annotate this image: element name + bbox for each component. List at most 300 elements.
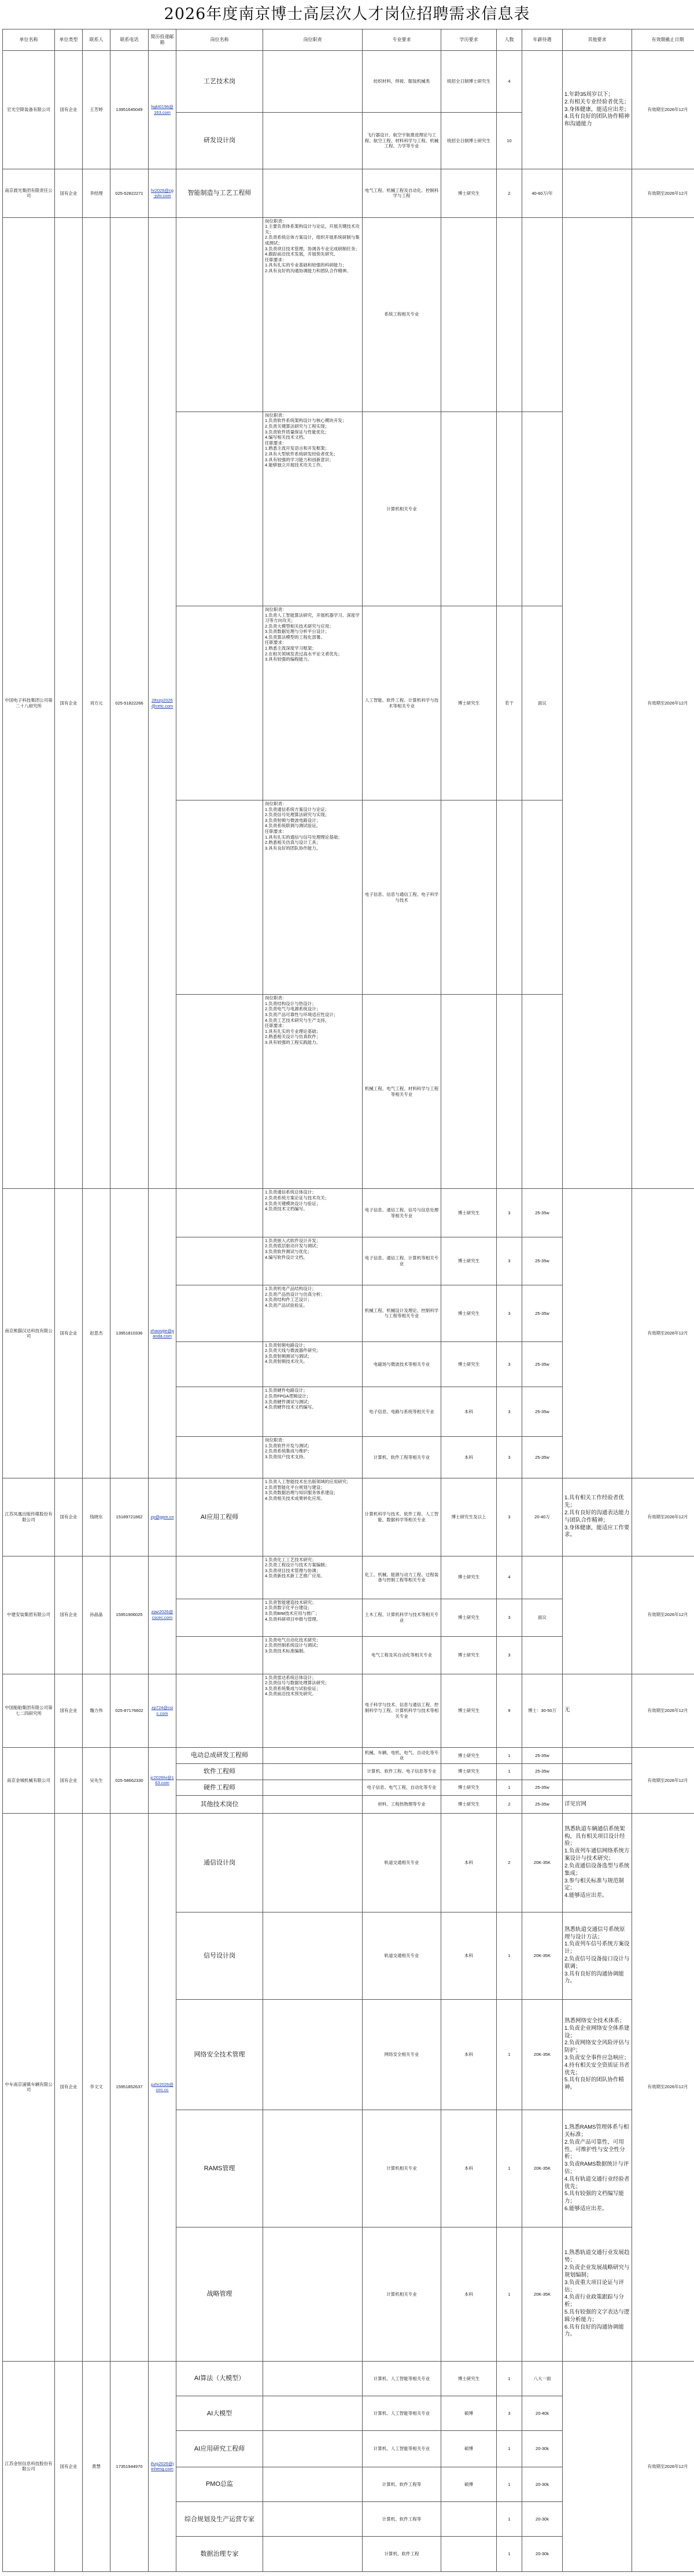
job-title-cell: AI应用工程师	[176, 1478, 263, 1556]
header-other: 其他要求	[563, 29, 632, 51]
header-validity: 有效期截止日期	[632, 29, 694, 51]
job-major-cell: 电子信息、信息与通信工程、电子科学与技术	[363, 800, 441, 995]
company-type-cell: 国有企业	[55, 2361, 83, 2571]
header-job-title: 岗位名称	[176, 29, 263, 51]
job-degree-cell: 本科	[441, 1813, 497, 1912]
job-duty-cell	[263, 2467, 363, 2501]
job-degree-cell: 统招全日制博士研究生	[441, 112, 497, 169]
company-type-cell: 国有企业	[55, 1478, 83, 1556]
table-row	[3, 1556, 694, 1599]
job-salary-cell: 20-40万	[522, 1478, 563, 1556]
job-title-cell: 综合规划及生产运营专家	[176, 2502, 263, 2537]
job-count-cell: 1	[497, 1763, 522, 1780]
job-salary-cell: 25-35w	[522, 1341, 563, 1387]
job-major-cell: 机械工程、电气工程、材料科学与工程等相关专业	[363, 995, 441, 1189]
email-cell[interactable]: zp@ppm.cn	[149, 1478, 176, 1556]
contact-cell: 钱晓东	[83, 1478, 110, 1556]
job-count-cell: 1	[497, 2227, 522, 2361]
job-title-cell	[176, 1556, 263, 1599]
job-duty-cell: 岗位职责： 1.主要负责体系架构设计与论证，开展关键技术攻关； 2.负责系统总体方案设计，组织开展系统研制与集成测试； 3.负责项目技术管理，协调各专业完成研制任务； 4.跟踪前沿技术发展，开展预先研究。 任职要求： 1.具有扎实的专业基础和较强的科研能力； 2.具有良好的沟通协调能力和团队合作精神。	[263, 217, 363, 412]
job-count-cell: 3	[497, 1341, 522, 1387]
job-major-cell: 计算机、软件工程等相关专业	[363, 1437, 441, 1478]
job-degree-cell: 博士研究生及以上	[441, 1478, 497, 1556]
email-cell[interactable]: jc2026hr@163.com	[149, 1748, 176, 1814]
job-title-cell: PMO总监	[176, 2467, 263, 2501]
job-degree-cell: 博士研究生	[441, 1599, 497, 1636]
job-salary-cell: 25-35w	[522, 1748, 563, 1764]
job-degree-cell: 博士研究生	[441, 1796, 497, 1813]
job-count-cell: 3	[497, 1387, 522, 1437]
job-title-cell	[176, 995, 263, 1189]
job-count-cell: 3	[497, 1189, 522, 1237]
phone-cell: 15951852637	[110, 1813, 149, 2361]
job-duty-cell: 岗位职责： 1.负责人工智能算法研究，开展机器学习、深度学习等方向攻关； 2.负责大模型相关技术研究与应用； 3.负责数据处理与分析平台设计； 4.负责算法模型的工程化部署。 任职要求： 1.熟悉主流深度学习框架； 2.在相关领域发表过高水平论文者优先； 3.具有较强的编程能力。	[263, 606, 363, 800]
job-count-cell: 3	[497, 1437, 522, 1478]
job-degree-cell: 本科	[441, 1437, 497, 1478]
company-type-cell: 国有企业	[55, 1748, 83, 1814]
job-major-cell: 计算机、人工智能等相关专业	[363, 2361, 441, 2396]
recruitment-table	[2, 29, 694, 2572]
validity-cell: 有效期至2026年12月	[632, 217, 694, 1189]
job-salary-cell: 25-35w	[522, 1189, 563, 1237]
job-salary-cell: 25-35w	[522, 1387, 563, 1437]
header-salary: 年薪待遇	[522, 29, 563, 51]
phone-cell: 15189721862	[110, 1478, 149, 1556]
job-salary-cell: 25-35w	[522, 1437, 563, 1478]
job-degree-cell: 本科	[441, 2227, 497, 2361]
job-other-cell	[563, 1189, 632, 1478]
job-title-cell	[176, 1285, 263, 1341]
job-major-cell: 电气工程及其自动化等相关专业	[363, 1636, 441, 1674]
table-row	[3, 1748, 694, 1764]
job-other-cell: 无	[563, 1674, 632, 1748]
job-degree-cell: 博士研究生	[441, 1189, 497, 1237]
table-row	[3, 169, 694, 217]
contact-cell: 刘方元	[83, 217, 110, 1189]
company-name-cell: 江苏凤凰出版传媒股份有限公司	[3, 1478, 55, 1556]
job-title-cell	[176, 1437, 263, 1478]
company-type-cell: 国有企业	[55, 51, 83, 169]
company-name-cell: 南京晨光集团有限责任公司	[3, 169, 55, 217]
validity-cell: 有效期至2026年12月	[632, 51, 694, 169]
job-count-cell	[497, 800, 522, 995]
validity-cell: 有效期至2026年12月	[632, 1189, 694, 1478]
job-duty-cell: 岗位职责： 1.负责结构设计与热设计； 2.负责电气与电源系统设计； 3.负责产品可靠性与环境适应性设计； 4.负责工艺技术研究与生产支持。 任职要求： 1.具有扎实的专业理论基础； 2.熟悉相关设计与仿真软件； 3.具有较强的工程实践能力。	[263, 995, 363, 1189]
job-duty-cell: 1.负责人工智能技术在出版领域的应用研究； 2.负责智能化平台规划与建设； 3.负责数据治理与知识服务体系建设； 4.负责相关技术成果转化应用。	[263, 1478, 363, 1556]
job-title-cell: 其他技术岗位	[176, 1796, 263, 1813]
job-count-cell: 3	[497, 2396, 522, 2431]
job-salary-cell: 20K-35K	[522, 1999, 563, 2110]
company-type-cell: 国有企业	[55, 169, 83, 217]
job-degree-cell	[441, 995, 497, 1189]
job-major-cell: 计算机相关专业	[363, 412, 441, 606]
contact-cell: 孙晶晶	[83, 1556, 110, 1674]
job-title-cell	[176, 1237, 263, 1285]
company-type-cell: 国有企业	[55, 1189, 83, 1478]
job-major-cell: 计算机、软件工程等	[363, 2502, 441, 2537]
job-title-cell: 通信设计岗	[176, 1813, 263, 1912]
contact-cell: 赵思杰	[83, 1189, 110, 1478]
job-degree-cell: 本科	[441, 1912, 497, 2000]
job-degree-cell: 本科	[441, 2110, 497, 2227]
job-other-cell: 1.熟悉轨道交通行业发展趋势； 2.负责企业发展战略研究与规划编制； 3.负责重大项目论证与评估； 4.负责行业政策跟踪与分析； 5.具有较强的文字表达与逻辑分析能力； 6.具有良好的沟通协调能力。	[563, 2227, 632, 2361]
phone-cell: 025-51822266	[110, 217, 149, 1189]
job-degree-cell: 博士研究生	[441, 1341, 497, 1387]
phone-cell: 13951810336	[110, 1189, 149, 1478]
job-duty-cell: 1.负责通信系统总体设计； 2.负责系统方案论证与技术攻关； 3.负责关键模块设计与验证； 4.负责技术文档编写。	[263, 1189, 363, 1237]
header-contact: 联系人	[83, 29, 110, 51]
job-title-cell: AI应用研究工程师	[176, 2431, 263, 2467]
company-name-cell: 宏光空降装备有限公司	[3, 51, 55, 169]
phone-cell: 17351944970	[110, 2361, 149, 2571]
job-degree-cell: 博士研究生	[441, 606, 497, 800]
job-other-cell	[563, 217, 632, 1189]
table-row	[3, 51, 694, 113]
job-duty-cell	[263, 1780, 363, 1796]
job-title-cell: 工艺技术岗	[176, 51, 263, 113]
job-title-cell	[176, 1189, 263, 1237]
job-duty-cell: 1.负责射频电路设计； 2.负责天线与微波器件研究； 3.负责射频测试与调试； 4.负责射频技术攻关。	[263, 1341, 363, 1387]
job-duty-cell	[263, 2396, 363, 2431]
job-title-cell: 研发设计岗	[176, 112, 263, 169]
job-title-cell: 硬件工程师	[176, 1780, 263, 1796]
job-major-cell: 土木工程、计算机科学与技术等相关专业	[363, 1599, 441, 1636]
job-major-cell: 网络安全相关专业	[363, 1999, 441, 2110]
job-count-cell: 2	[497, 1796, 522, 1813]
phone-cell: 15951906025	[110, 1556, 149, 1674]
job-duty-cell: 岗位职责： 1.负责软件系统架构设计与核心模块开发； 2.负责关键算法研究与工程实现； 3.负责软件质量保证与性能优化； 4.编写相关技术文档。 任职要求： 1.熟悉主流开发语言和开发框架； 2.具有大型软件系统研发经验者优先； 3.具有较强的学习能力和创新意识； 4.能够独立开展技术攻关工作。	[263, 412, 363, 606]
job-duty-cell	[263, 2431, 363, 2467]
header-company: 单位名称	[3, 29, 55, 51]
job-duty-cell: 1.负责嵌入式软件设计开发； 2.负责底层驱动开发与调试； 3.负责软件测试与优化； 4.编写软件设计文档。	[263, 1237, 363, 1285]
job-salary-cell: 博士：30-50万	[522, 1674, 563, 1748]
contact-cell: 李经理	[83, 169, 110, 217]
company-name-cell: 中国船舶集团有限公司第七二四研究所	[3, 1674, 55, 1748]
job-degree-cell: 统招全日制博士研究生	[441, 51, 497, 113]
job-major-cell: 计算机、人工智能等相关专业	[363, 2396, 441, 2431]
contact-cell: 王芳婷	[83, 51, 110, 169]
job-salary-cell: 25-35w	[522, 1780, 563, 1796]
job-duty-cell: 岗位职责： 1.负责软件开发与测试； 2.负责系统集成与维护； 3.负责用户技术支持。	[263, 1437, 363, 1478]
company-name-cell: 南京熊猫汉达科技有限公司	[3, 1189, 55, 1478]
job-duty-cell: 岗位职责： 1.负责通信系统方案设计与论证； 2.负责信号处理算法研究与实现； 3.负责射频与微波电路设计； 4.负责系统联调与测试验证。 任职要求： 1.具有扎实的通信与信号处理理论基础； 2.熟悉相关仿真与设计工具； 3.具有良好的团队协作能力。	[263, 800, 363, 995]
page-title: 2026年度南京博士高层次人才岗位招聘需求信息表	[164, 5, 530, 23]
job-duty-cell	[263, 2502, 363, 2537]
job-salary-cell: 25-35w	[522, 1285, 563, 1341]
job-count-cell: 1	[497, 2537, 522, 2572]
company-name-cell: 南京金城机械有限公司	[3, 1748, 55, 1814]
job-major-cell: 化工、机械、能源与动力工程、过程装备与控制工程等相关专业	[363, 1556, 441, 1599]
job-count-cell: 3	[497, 1636, 522, 1674]
validity-cell: 有效期至2026年12月	[632, 1674, 694, 1748]
table-row	[3, 1674, 694, 1748]
company-name-cell: 中国电子科技集团公司第二十八研究所	[3, 217, 55, 1189]
job-major-cell: 系统工程相关专业	[363, 217, 441, 412]
job-count-cell: 10	[497, 112, 522, 169]
job-major-cell: 电子信息、电路与系统等相关专业	[363, 1387, 441, 1437]
job-other-cell: 1.具有相关工作经验者优先； 2.具有良好的沟通表达能力与团队合作精神； 3.身体健康，能适应工作要求。	[563, 1478, 632, 1556]
job-count-cell: 3	[497, 1599, 522, 1636]
job-title-cell	[176, 1674, 263, 1748]
job-degree-cell	[441, 412, 497, 606]
job-degree-cell: 博士研究生	[441, 169, 497, 217]
job-duty-cell: 1.负责智能建造技术研究； 2.负责数字化平台建设； 3.负责BIM技术应用与推广； 4.负责科研项目申报与管理。	[263, 1599, 363, 1636]
job-degree-cell: 硕博	[441, 2431, 497, 2467]
job-duty-cell: 1.负责机电产品结构设计； 2.负责产品热设计与仿真分析； 3.负责结构件工艺设计； 4.负责产品试验验证。	[263, 1285, 363, 1341]
job-title-cell: 软件工程师	[176, 1763, 263, 1780]
table-row	[3, 217, 694, 412]
job-title-cell: 数据治理专家	[176, 2537, 263, 2572]
job-salary-cell: 面议	[522, 1599, 563, 1636]
job-major-cell: 电磁场与微波技术等相关专业	[363, 1341, 441, 1387]
job-other-cell: 1.年龄35周岁以下； 2.有相关专业经验者优先； 3.身体健康，能适应出差； 4.具有良好的团队协作精神和沟通能力	[563, 51, 632, 169]
job-count-cell: 1	[497, 2502, 522, 2537]
job-salary-cell: 20-30k	[522, 2467, 563, 2501]
job-duty-cell: 1.负责化工工艺技术研究； 2.负责工程设计与技术方案编制； 3.负责项目技术管理与协调； 4.负责新技术新工艺推广应用。	[263, 1556, 363, 1599]
job-major-cell: 计算机科学与技术、软件工程、人工智能、数据科学等相关专业	[363, 1478, 441, 1556]
job-title-cell: RAMS管理	[176, 2110, 263, 2227]
job-duty-cell	[263, 1813, 363, 1912]
job-count-cell: 3	[497, 1478, 522, 1556]
phone-cell: 025-58662330	[110, 1748, 149, 1814]
job-degree-cell: 博士研究生	[441, 1763, 497, 1780]
job-salary-cell: 25-35w	[522, 1763, 563, 1780]
job-major-cell: 飞行器设计、航空宇航推进理论与工程、航空工程、材料科学与工程、机械工程、力学等专业	[363, 112, 441, 169]
job-count-cell: 3	[497, 1285, 522, 1341]
job-title-cell	[176, 800, 263, 995]
header-type: 单位类型	[55, 29, 83, 51]
job-degree-cell: 博士研究生	[441, 1748, 497, 1764]
job-major-cell: 纺织材料、焊接、服装机械类	[363, 51, 441, 113]
job-duty-cell: 1.负责硬件电路设计； 2.负责FPGA逻辑设计； 3.负责硬件调试与测试； 4.负责硬件技术文档编写。	[263, 1387, 363, 1437]
header-duty: 岗位职责	[263, 29, 363, 51]
header-phone: 联系电话	[110, 29, 149, 51]
job-degree-cell	[441, 217, 497, 412]
job-major-cell: 电子信息、通信工程、信号与信息处理等相关专业	[363, 1189, 441, 1237]
job-salary-cell: 面议	[522, 606, 563, 800]
email-cell[interactable]: zhaosijie@panda.com	[149, 1189, 176, 1478]
job-salary-cell: 20-30k	[522, 2431, 563, 2467]
job-title-cell: 网络安全技术管理	[176, 1999, 263, 2110]
job-duty-cell	[263, 1912, 363, 2000]
job-major-cell: 电子信息、通信工程、计算机等相关专业	[363, 1237, 441, 1285]
email-cell[interactable]: pzhr2026@crrc.cc	[149, 1813, 176, 2361]
job-duty-cell	[263, 112, 363, 169]
job-count-cell: 4	[497, 51, 522, 113]
job-count-cell: 3	[497, 1237, 522, 1285]
job-salary-cell: 20-30k	[522, 2537, 563, 2572]
job-major-cell: 计算机、人工智能等相关专业	[363, 2431, 441, 2467]
job-salary-cell	[522, 412, 563, 606]
job-major-cell: 电子科学与技术、信息与通信工程、控制科学与工程、计算机科学与技术等相关专业	[363, 1674, 441, 1748]
job-title-cell	[176, 412, 263, 606]
job-degree-cell: 本科	[441, 1387, 497, 1437]
job-title-cell	[176, 1387, 263, 1437]
email-cell[interactable]: zjaz2026@cscec.com	[149, 1556, 176, 1674]
table-row	[3, 1189, 694, 1237]
job-title-cell	[176, 1341, 263, 1387]
job-salary-cell: 20K-35K	[522, 2110, 563, 2227]
job-other-cell: 熟悉轨道交通信号系统原理与设计方法； 1.负责列车信号系统方案设计； 2.负责信号设备接口设计与联调； 3.具有良好的沟通协调能力。	[563, 1912, 632, 2000]
job-other-cell: 熟悉网络安全技术体系； 1.负责企业网络安全体系建设； 2.负责网络安全风险评估与防护； 3.负责安全事件应急响应； 4.持有相关安全资质证书者优先； 5.具有良好的团队协作精神。	[563, 1999, 632, 2110]
job-other-cell: 详见官网	[563, 1796, 632, 1813]
job-salary-cell: 20-40k	[522, 2396, 563, 2431]
header-degree: 学历要求	[441, 29, 497, 51]
contact-cell: 魏力伟	[83, 1674, 110, 1748]
job-major-cell: 计算机、软件工程	[363, 2537, 441, 2572]
job-degree-cell: 博士研究生	[441, 1285, 497, 1341]
job-count-cell: 1	[497, 1999, 522, 2110]
company-name-cell: 中建安装集团有限公司	[3, 1556, 55, 1674]
email-cell[interactable]: 28szp2026@cetc.com	[149, 217, 176, 1189]
contact-cell: 黄慧	[83, 2361, 110, 2571]
job-title-cell	[176, 217, 263, 412]
job-degree-cell	[441, 2537, 497, 2572]
job-duty-cell	[263, 1763, 363, 1780]
job-salary-cell: 20K-35K	[522, 1813, 563, 1912]
job-salary-cell: 25-35w	[522, 1237, 563, 1285]
job-degree-cell: 博士研究生	[441, 1556, 497, 1599]
validity-cell: 有效期至2026年12月	[632, 1748, 694, 1814]
company-type-cell: 国有企业	[55, 217, 83, 1189]
job-degree-cell: 本科	[441, 1999, 497, 2110]
email-cell[interactable]: jhzp2026@jinheng.com	[149, 2361, 176, 2571]
job-count-cell: 1	[497, 2431, 522, 2467]
job-major-cell: 人工智能、软件工程、计算机科学与技术等相关专业	[363, 606, 441, 800]
company-name-cell: 中车南京浦镇车辆有限公司	[3, 1813, 55, 2361]
job-major-cell: 机械、车辆、电机、电气、自动化等专业	[363, 1748, 441, 1764]
job-count-cell	[497, 412, 522, 606]
header-email: 简历投递邮箱	[149, 29, 176, 51]
job-count-cell: 1	[497, 1912, 522, 2000]
job-other-cell: 1.熟悉RAMS管理体系与相关标准； 2.负责产品可靠性、可用性、可维护性与安全性分析； 3.负责RAMS数据统计与评估； 4.具有轨道交通行业经验者优先； 5.具有较强的文档编写能力； 6.能够适应出差。	[563, 2110, 632, 2227]
job-salary-cell: 20K-35K	[522, 1912, 563, 2000]
validity-cell: 有效期至2026年12月	[632, 169, 694, 217]
job-duty-cell	[263, 1999, 363, 2110]
email-cell[interactable]: hr2026@cg-jshr.com	[149, 169, 176, 217]
job-duty-cell: 1.负责电气自动化技术研究； 2.负责控制系统设计与调试； 3.负责技术标准编制。	[263, 1636, 363, 1674]
job-duty-cell	[263, 2227, 363, 2361]
validity-cell: 有效期至2026年12月	[632, 1556, 694, 1674]
contact-cell: 吴先生	[83, 1748, 110, 1814]
validity-cell: 有效期至2026年12月	[632, 2361, 694, 2571]
job-salary-cell: 20K-35K	[522, 2227, 563, 2361]
job-major-cell: 电气工程、机械工程及自动化、控制科学与工程	[363, 169, 441, 217]
job-other-cell	[563, 169, 632, 217]
email-cell[interactable]: zp724@csic.com	[149, 1674, 176, 1748]
table-row	[3, 1478, 694, 1556]
job-other-cell	[563, 1556, 632, 1674]
job-duty-cell	[263, 51, 363, 113]
job-other-cell: 熟悉轨道车辆通信系统架构，具有相关项目设计经验； 1.负责列车通信网络系统方案设计与技术研究； 2.负责通信设备选型与系统集成； 3.参与相关标准与规范制定； 4.能够适应出差。	[563, 1813, 632, 1912]
job-salary-cell	[522, 51, 563, 169]
job-major-cell: 材料、工程热物理等专业	[363, 1796, 441, 1813]
job-count-cell: 4	[497, 1556, 522, 1599]
job-count-cell: 1	[497, 2110, 522, 2227]
job-count-cell: 1	[497, 2467, 522, 2501]
job-major-cell: 轨道交通相关专业	[363, 1912, 441, 2000]
job-other-cell	[563, 2361, 632, 2571]
phone-cell: 025-52822271	[110, 169, 149, 217]
job-salary-cell	[522, 800, 563, 995]
email-cell[interactable]: hgkt0196@163.com	[149, 51, 176, 169]
job-other-cell	[563, 1763, 632, 1780]
job-major-cell: 计算机相关专业	[363, 2227, 441, 2361]
job-title-cell	[176, 606, 263, 800]
job-count-cell: 9	[497, 1674, 522, 1748]
job-degree-cell: 硕博	[441, 2467, 497, 2501]
header-row	[3, 29, 694, 51]
validity-cell: 有效期至2026年12月	[632, 1813, 694, 2361]
contact-cell: 李文文	[83, 1813, 110, 2361]
job-duty-cell	[263, 1796, 363, 1813]
job-other-cell	[563, 1748, 632, 1764]
job-salary-cell: 20-30k	[522, 2502, 563, 2537]
job-title-cell	[176, 1599, 263, 1636]
job-major-cell: 计算机、软件工程等	[363, 2467, 441, 2501]
job-count-cell: 2	[497, 1813, 522, 1912]
job-salary-cell: 40-60万/年	[522, 169, 563, 217]
job-count-cell: 2	[497, 169, 522, 217]
company-name-cell: 江苏金恒信息科技股份有限公司	[3, 2361, 55, 2571]
company-type-cell: 国有企业	[55, 1674, 83, 1748]
job-count-cell: 若干	[497, 606, 522, 800]
job-title-cell	[176, 1636, 263, 1674]
job-major-cell: 计算机、软件工程、电子信息等专业	[363, 1763, 441, 1780]
job-duty-cell	[263, 1748, 363, 1764]
phone-cell: 025-87176602	[110, 1674, 149, 1748]
job-degree-cell: 博士研究生	[441, 1674, 497, 1748]
job-salary-cell	[522, 217, 563, 412]
job-duty-cell	[263, 2361, 363, 2396]
job-title-cell: AI算法（大模型）	[176, 2361, 263, 2396]
table-row	[3, 1813, 694, 1912]
job-title-cell: 信号设计岗	[176, 1912, 263, 2000]
company-type-cell: 国有企业	[55, 1556, 83, 1674]
job-degree-cell: 博士研究生	[441, 2361, 497, 2396]
job-degree-cell	[441, 800, 497, 995]
job-major-cell: 计算机相关专业	[363, 2110, 441, 2227]
job-duty-cell	[263, 2537, 363, 2572]
table-row	[3, 2361, 694, 2396]
job-duty-cell	[263, 2110, 363, 2227]
job-duty-cell	[263, 169, 363, 217]
job-count-cell	[497, 217, 522, 412]
job-major-cell: 轨道交通相关专业	[363, 1813, 441, 1912]
job-degree-cell: 博士研究生	[441, 1636, 497, 1674]
job-duty-cell: 1.负责雷达系统总体设计； 2.负责信号与数据处理算法研究； 3.负责系统集成与试验验证； 4.负责前沿技术预先研究。	[263, 1674, 363, 1748]
job-title-cell: 战略管理	[176, 2227, 263, 2361]
job-other-cell	[563, 1780, 632, 1796]
job-salary-cell	[522, 1556, 563, 1599]
job-salary-cell: 八大一面	[522, 2361, 563, 2396]
job-degree-cell: 博士研究生	[441, 1780, 497, 1796]
job-count-cell: 1	[497, 1748, 522, 1764]
job-degree-cell: 硕博	[441, 2396, 497, 2431]
phone-cell: 13951645049	[110, 51, 149, 169]
header-count: 人数	[497, 29, 522, 51]
job-degree-cell	[441, 2502, 497, 2537]
job-count-cell	[497, 995, 522, 1189]
job-title-cell: AI大模型	[176, 2396, 263, 2431]
job-count-cell: 1	[497, 2361, 522, 2396]
job-major-cell: 机械工程、机械设计及理论、控制科学与工程等相关专业	[363, 1285, 441, 1341]
job-salary-cell	[522, 995, 563, 1189]
job-salary-cell: 25-35w	[522, 1796, 563, 1813]
company-type-cell: 国有企业	[55, 1813, 83, 2361]
validity-cell: 有效期至2026年12月	[632, 1478, 694, 1556]
job-major-cell: 电子信息、电气工程、自动化等专业	[363, 1780, 441, 1796]
